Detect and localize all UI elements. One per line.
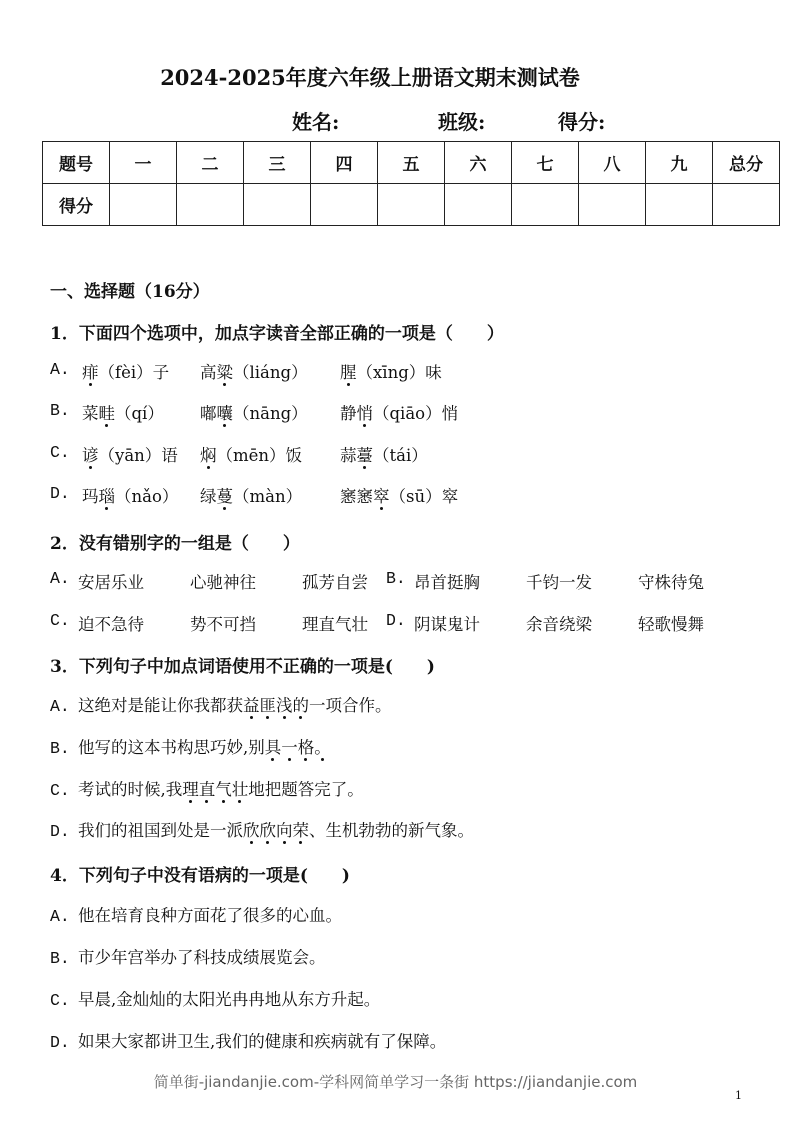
option-idiom: 千钧一发 [526,569,592,593]
header-cell: 六 [445,142,512,184]
option-part: 腥（xīng）味 [340,359,442,383]
option-text: 如果大家都讲卫生,我们的健康和疾病就有了保障。 [78,1032,447,1051]
student-info [292,106,605,135]
option-part: 嘟囔（nāng） [200,400,308,424]
header-cell: 一 [110,142,177,184]
score-table-row [43,184,780,226]
emphasis-dot [363,466,366,469]
option-part: 窸窸窣（sū）窣 [340,483,458,507]
score-cell[interactable] [177,184,244,226]
emphasis-dot [363,424,366,427]
page-number: 1 [735,1089,742,1102]
option-idiom: 孤芳自尝 [302,569,368,593]
name-label: 姓名: [292,110,340,134]
score-cell[interactable] [378,184,445,226]
score-cell[interactable] [713,184,780,226]
option-label[interactable]: D. [386,611,406,630]
emphasis-dot [250,716,253,719]
emphasis-dot [288,758,291,761]
option-label: B. [50,739,70,758]
emphasis-dot [223,424,226,427]
option-b[interactable] [50,944,750,968]
option-label: A. [50,907,70,926]
emphasis-dot [283,716,286,719]
score-table-header [43,142,780,184]
question-stem: 4．下列句子中没有语病的一项是( ) [50,866,350,886]
emphasis-dot [205,800,208,803]
question-stem: 2．没有错别字的一组是（ ） [50,534,300,554]
option-a[interactable] [50,902,750,926]
score-cell[interactable] [512,184,579,226]
score-cell[interactable] [579,184,646,226]
option-d[interactable] [50,483,750,507]
header-cell: 八 [579,142,646,184]
emphasis-dot [189,800,192,803]
score-cell[interactable] [646,184,713,226]
option-c[interactable] [50,776,750,800]
option-idiom: 轻歌慢舞 [638,611,704,635]
option-label: A. [50,697,70,716]
emphasis-dot [250,841,253,844]
option-row [50,569,750,593]
emphasis-dot [347,383,350,386]
emphasis-dot [105,424,108,427]
option-label[interactable]: B. [386,569,406,588]
header-cell: 九 [646,142,713,184]
option-text: 早晨,金灿灿的太阳光冉冉地从东方升起。 [78,990,381,1009]
header-cell: 三 [244,142,311,184]
option-label: C. [50,443,70,462]
option-text: 考试的时候,我理直气壮地把题答完了。 [78,780,364,799]
score-label: 得分: [558,110,606,134]
emphasis-dot [207,466,210,469]
option-text: 市少年宫举办了科技成绩展览会。 [78,948,326,967]
footer-watermark: 简单街-jiandanjie.com-学科网简单学习一条街 https://jiandanjie.com [153,1073,638,1091]
score-cell[interactable] [110,184,177,226]
option-part: 绿蔓（màn） [200,483,302,507]
option-part: 痱（fèi）子 [82,359,169,383]
option-text: 我们的祖国到处是一派欣欣向荣、生机勃勃的新气象。 [78,821,474,840]
option-idiom: 迫不急待 [78,611,144,635]
emphasis-dot [223,383,226,386]
emphasis-dot [321,758,324,761]
emphasis-dot [238,800,241,803]
question-stem: 1．下面四个选项中，加点字读音全部正确的一项是（ ） [50,324,504,344]
option-part: 蒜薹（tái） [340,442,428,466]
emphasis-dot [223,507,226,510]
option-label: B. [50,401,70,420]
option-text: 这绝对是能让你我都获益匪浅的一项合作。 [78,696,392,715]
option-part: 玛瑙（nǎo） [82,483,178,507]
option-label: D. [50,822,70,841]
option-part: 高粱（liáng） [200,359,308,383]
option-label: C. [50,781,70,800]
option-label: A. [50,360,70,379]
header-cell: 四 [311,142,378,184]
option-idiom: 余音绕梁 [526,611,592,635]
option-part: 菜畦（qí） [82,400,164,424]
option-idiom: 势不可挡 [190,611,256,635]
emphasis-dot [89,383,92,386]
score-cell[interactable] [244,184,311,226]
option-text: 他写的这本书构思巧妙,别具一格。 [78,738,331,757]
question-stem: 3．下列句子中加点词语使用不正确的一项是( ) [50,657,435,677]
emphasis-dot [283,841,286,844]
option-idiom: 昂首挺胸 [414,569,480,593]
emphasis-dot [266,716,269,719]
option-c[interactable] [50,442,750,466]
option-label: B. [50,949,70,968]
option-label: D. [50,484,70,503]
option-a[interactable] [50,692,750,716]
option-text: 他在培育良种方面花了很多的心血。 [78,906,342,925]
option-row [50,611,750,635]
emphasis-dot [89,466,92,469]
option-idiom: 心驰神往 [190,569,256,593]
option-label[interactable]: A. [50,569,70,588]
emphasis-dot [222,800,225,803]
row-label: 得分 [43,184,110,226]
header-cell: 五 [378,142,445,184]
header-cell: 二 [177,142,244,184]
option-idiom: 安居乐业 [78,569,144,593]
emphasis-dot [304,758,307,761]
option-idiom: 守株待兔 [638,569,704,593]
option-d[interactable] [50,817,750,841]
emphasis-dot [271,758,274,761]
option-b[interactable] [50,400,750,424]
option-part: 静悄（qiāo）悄 [340,400,458,424]
score-table [42,141,780,226]
emphasis-dot [380,507,383,510]
header-cell: 总分 [713,142,780,184]
option-label: C. [50,991,70,1010]
option-part: 谚（yān）语 [82,442,178,466]
option-label[interactable]: C. [50,611,70,630]
page-title: 2024-2025年度六年级上册语文期末测试卷 [160,65,580,90]
header-cell: 题号 [43,142,110,184]
score-cell[interactable] [311,184,378,226]
score-cell[interactable] [445,184,512,226]
option-label: D. [50,1033,70,1052]
class-label: 班级: [438,110,486,134]
header-cell: 七 [512,142,579,184]
option-idiom: 阴谋鬼计 [414,611,480,635]
emphasis-dot [105,507,108,510]
option-d[interactable] [50,1028,750,1052]
option-a[interactable] [50,359,750,383]
section-heading: 一、选择题（16分） [50,282,210,302]
option-b[interactable] [50,734,750,758]
option-c[interactable] [50,986,750,1010]
emphasis-dot [299,841,302,844]
option-part: 焖（mēn）饭 [200,442,302,466]
emphasis-dot [266,841,269,844]
option-idiom: 理直气壮 [302,611,368,635]
emphasis-dot [299,716,302,719]
